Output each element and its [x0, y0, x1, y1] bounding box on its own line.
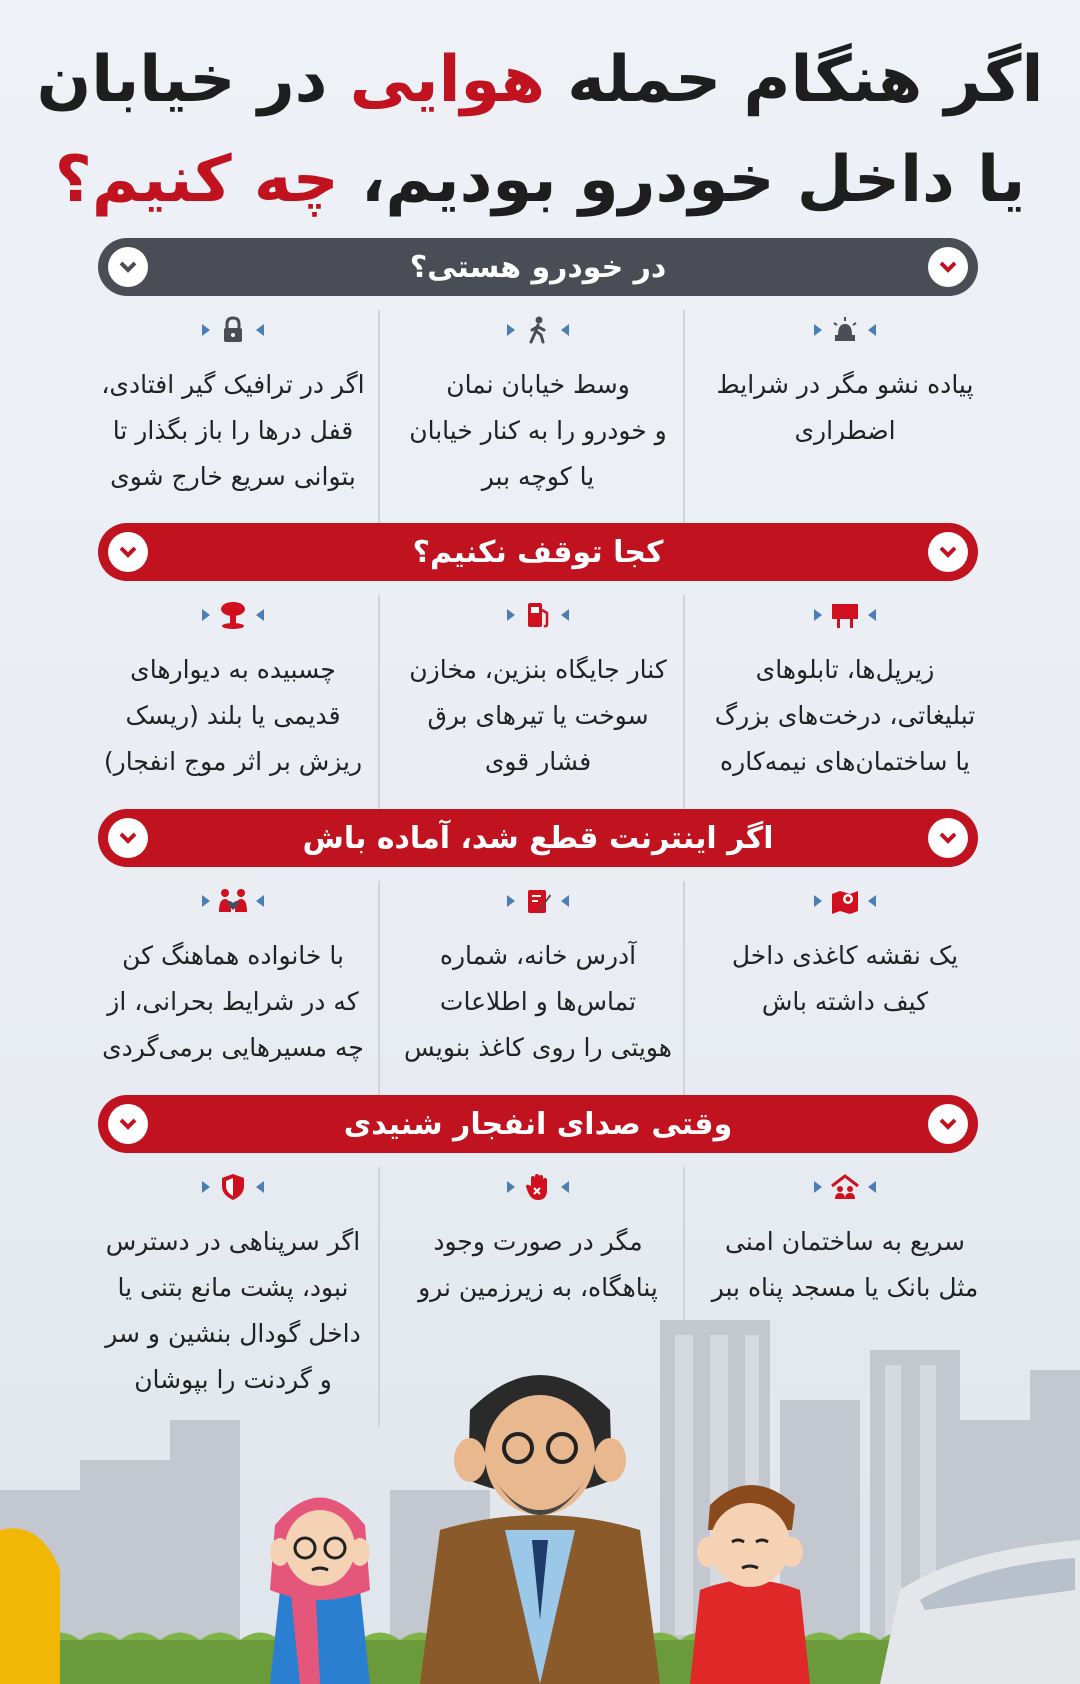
stop-hand-icon — [521, 1170, 555, 1204]
section-header-where-not-stop[interactable] — [98, 523, 978, 581]
girl-figure — [270, 1498, 370, 1684]
man-figure — [420, 1375, 660, 1684]
shield-icon — [216, 1170, 250, 1204]
tip-text: سریع به ساختمان امنی مثل بانک یا مسجد پناه ببر — [711, 1227, 979, 1302]
section-title: کجا توقف نکنیم؟ — [412, 534, 664, 570]
tip-text: یک نقشه کاغذی داخل کیف داشته باش — [731, 941, 959, 1016]
explosion-icon — [216, 598, 250, 632]
title-line-2: یا داخل خودرو بودیم، چه کنیم؟ — [54, 143, 1026, 217]
tip-text: چسبیده به دیوارهای قدیمی یا بلند (ریسک ریزش بر اثر موج انفجار) — [103, 655, 363, 776]
section-title: در خودرو هستی؟ — [409, 249, 667, 285]
walking-person-icon — [521, 313, 555, 347]
map-pin-icon — [828, 884, 862, 918]
tip-text: زیرپل‌ها، تابلوهای تبلیغاتی، درخت‌های بزرگ یا ساختمان‌های نیمه‌کاره — [714, 655, 976, 776]
lock-icon — [216, 313, 250, 347]
tip-text: آدرس خانه، شماره تماس‌ها و اطلاعات هویتی را روی کاغذ بنویس — [404, 941, 672, 1062]
chevron-down-icon — [928, 1104, 968, 1144]
chevron-down-icon — [928, 247, 968, 287]
tip-text: وسط خیابان نمان و خودرو را به کنار خیابان یا کوچه ببر — [409, 370, 667, 491]
section-header-internet-cut[interactable] — [98, 809, 978, 867]
page-title — [0, 30, 1080, 230]
tip-text: با خانواده هماهنگ کن که در شرایط بحرانی، از چه مسیرهایی برمی‌گردی — [102, 941, 364, 1062]
chevron-down-icon — [108, 1104, 148, 1144]
chevron-down-icon — [108, 818, 148, 858]
section-header-in-car[interactable] — [98, 238, 978, 296]
tip-text: کنار جایگاه بنزین، مخازن سوخت یا تیرهای برق فشار قوی — [409, 655, 667, 776]
section-title: وقتی صدای انفجار شنیدی — [343, 1106, 733, 1142]
tip-card — [700, 310, 990, 540]
tip-text: اگر سرپناهی در دسترس نبود، پشت مانع بتنی یا داخل گودال بنشین و سر و گردنت را بپوشان — [105, 1227, 361, 1394]
chevron-down-icon — [928, 532, 968, 572]
billboard-icon — [828, 598, 862, 632]
tip-text: مگر در صورت وجود پناهگاه، به زیرزمین نرو — [418, 1227, 658, 1302]
siren-icon — [828, 313, 862, 347]
tip-card — [700, 595, 990, 825]
tip-text: پیاده نشو مگر در شرایط اضطراری — [716, 370, 974, 445]
tip-text: اگر در ترافیک گیر افتادی، قفل درها را باز بگذار تا بتوانی سریع خارج شوی — [101, 370, 365, 491]
title-line-1: اگر هنگام حمله هوایی در خیابان — [36, 43, 1044, 117]
city-skyline-illustration — [0, 1290, 1080, 1684]
chevron-down-icon — [928, 818, 968, 858]
tip-card — [88, 310, 380, 540]
section-header-explosion-sound[interactable] — [98, 1095, 978, 1153]
tip-card — [393, 881, 685, 1111]
section-row-where-not-stop — [90, 595, 990, 825]
note-pen-icon — [521, 884, 555, 918]
section-row-internet-cut — [90, 881, 990, 1111]
tip-card — [393, 310, 685, 540]
chevron-down-icon — [108, 247, 148, 287]
illustration-scene — [0, 1290, 1080, 1684]
section-row-in-car — [90, 310, 990, 540]
tip-card — [88, 595, 380, 825]
family-heart-icon — [216, 884, 250, 918]
chevron-down-icon — [108, 532, 148, 572]
tip-card — [88, 881, 380, 1111]
section-title: اگر اینترنت قطع شد، آماده باش — [302, 820, 774, 856]
house-people-icon — [828, 1170, 862, 1204]
tip-card — [393, 595, 685, 825]
tip-card — [700, 881, 990, 1111]
fuel-pump-icon — [521, 598, 555, 632]
